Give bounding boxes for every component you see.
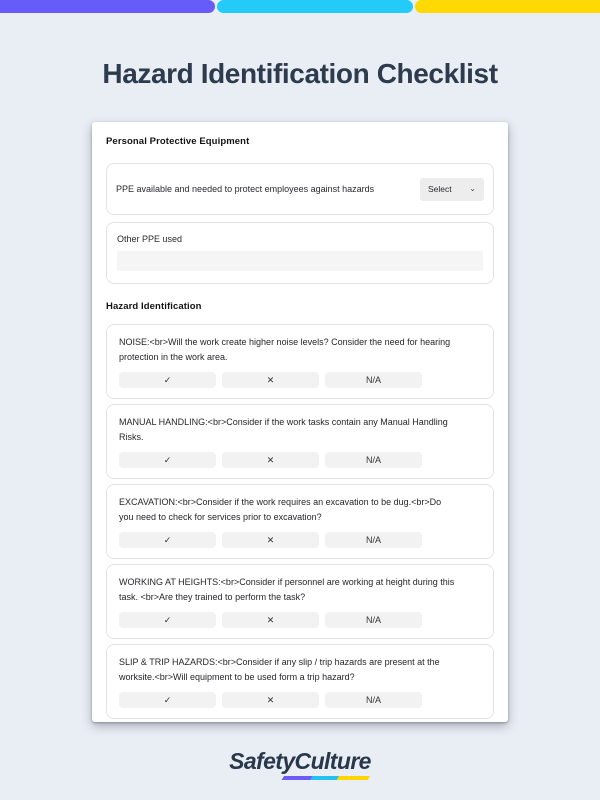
other-ppe-question-box <box>106 222 494 284</box>
response-cross-button[interactable]: ✕ <box>222 372 319 388</box>
response-options <box>119 452 481 468</box>
response-check-button[interactable]: ✓ <box>119 612 216 628</box>
hazard-question: WORKING AT HEIGHTS:<br>Consider if personnel are working at height during this task. <br>Are they trained to perform the task? <box>119 577 455 602</box>
ppe-select-dropdown[interactable] <box>420 178 484 201</box>
chevron-down-icon: ⌄ <box>469 184 476 193</box>
response-check-button[interactable]: ✓ <box>119 452 216 468</box>
checklist-card <box>92 122 508 722</box>
other-ppe-input[interactable] <box>117 251 483 271</box>
response-options <box>119 532 481 548</box>
topbar-purple-segment <box>0 0 215 13</box>
hazard-item-working-at-heights <box>106 564 494 639</box>
response-check-button[interactable]: ✓ <box>119 692 216 708</box>
page-title: Hazard Identification Checklist <box>102 58 498 89</box>
ppe-select-question-label: PPE available and needed to protect employees against hazards <box>116 184 375 194</box>
response-cross-button[interactable]: ✕ <box>222 532 319 548</box>
safetyculture-logo <box>229 748 371 781</box>
hazard-question: MANUAL HANDLING:<br>Consider if the work tasks contain any Manual Handling Risks. <box>119 417 448 442</box>
response-cross-button[interactable]: ✕ <box>222 452 319 468</box>
hazard-question: NOISE:<br>Will the work create higher noise levels? Consider the need for hearing protection in the work area. <box>119 337 451 362</box>
response-na-button[interactable]: N/A <box>325 372 422 388</box>
response-na-button[interactable]: N/A <box>325 692 422 708</box>
response-options <box>119 372 481 388</box>
hazard-question: SLIP & TRIP HAZARDS:<br>Consider if any slip / trip hazards are present at the worksite.<br>Will equipment to be used form a trip hazard? <box>119 657 440 682</box>
response-check-button[interactable]: ✓ <box>119 532 216 548</box>
ppe-select-question-box <box>106 163 494 215</box>
hazard-item-manual-handling <box>106 404 494 479</box>
response-cross-button[interactable]: ✕ <box>222 692 319 708</box>
hazard-items-list <box>106 324 494 719</box>
hazard-item-excavation <box>106 484 494 559</box>
response-na-button[interactable]: N/A <box>325 612 422 628</box>
ppe-section-heading: Personal Protective Equipment <box>106 136 250 147</box>
response-check-button[interactable]: ✓ <box>119 372 216 388</box>
footer <box>0 748 600 781</box>
hazard-item-slip-trip <box>106 644 494 719</box>
response-cross-button[interactable]: ✕ <box>222 612 319 628</box>
ppe-select-value: Select <box>428 184 452 194</box>
hazard-question: EXCAVATION:<br>Consider if the work requires an excavation to be dug.<br>Do you need to check for services prior to excavation? <box>119 497 442 522</box>
response-options <box>119 692 481 708</box>
hazard-section-heading: Hazard Identification <box>106 301 202 312</box>
hazard-item-noise <box>106 324 494 399</box>
safetyculture-logo-text: SafetyCulture <box>229 748 371 774</box>
response-na-button[interactable]: N/A <box>325 532 422 548</box>
topbar-cyan-segment <box>217 0 413 13</box>
response-na-button[interactable]: N/A <box>325 452 422 468</box>
other-ppe-label: Other PPE used <box>117 234 183 244</box>
response-options <box>119 612 481 628</box>
topbar-yellow-segment <box>415 0 600 13</box>
logo-gradient-underline <box>282 776 370 780</box>
